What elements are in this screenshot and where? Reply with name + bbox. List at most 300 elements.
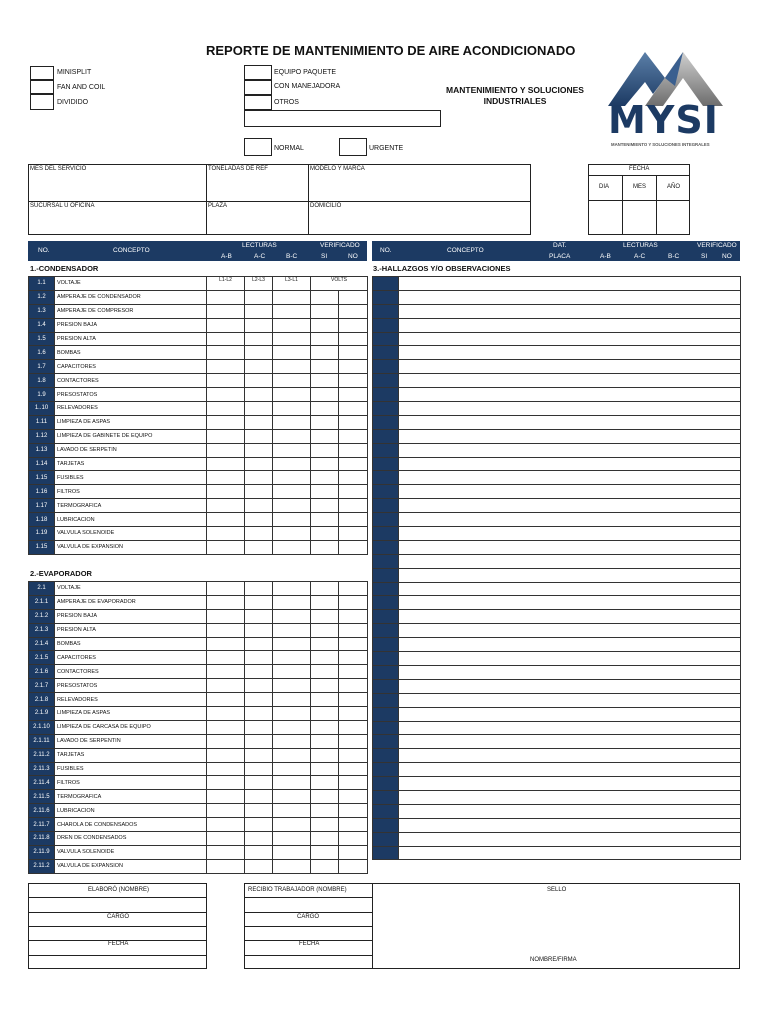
reading-ab-cell[interactable] (207, 443, 245, 457)
label-nombre-firma: NOMBRE/FIRMA (530, 957, 577, 963)
verified-si-cell[interactable] (311, 540, 339, 554)
observation-cell[interactable] (399, 485, 741, 499)
reading-ab-cell[interactable] (207, 790, 245, 804)
verified-no-cell[interactable] (339, 776, 368, 790)
row-concept: CHAROLA DE CONDENSADOS (55, 818, 207, 832)
reading-ac-cell[interactable] (245, 457, 273, 471)
reading-bc-cell[interactable] (273, 609, 311, 623)
verified-si-cell[interactable] (311, 499, 339, 513)
verified-si-cell[interactable] (311, 318, 339, 332)
verified-no-cell[interactable] (339, 720, 368, 734)
reading-ac-cell[interactable] (245, 527, 273, 541)
label-cargo-2: CARGO (297, 914, 320, 920)
reading-bc-cell[interactable] (273, 332, 311, 346)
reading-bc-cell[interactable] (273, 457, 311, 471)
verified-no-cell[interactable] (339, 859, 368, 873)
section-hallazgos-title: 3.-HALLAZGOS Y/O OBSERVACIONES (373, 264, 511, 273)
verified-no-cell[interactable] (339, 651, 368, 665)
observation-cell[interactable] (399, 513, 741, 527)
observation-cell[interactable] (399, 818, 741, 832)
reading-bc-cell[interactable] (273, 402, 311, 416)
table-row (373, 804, 741, 818)
reading-ac-cell[interactable] (245, 471, 273, 485)
reading-ab-cell[interactable] (207, 818, 245, 832)
table-row (29, 457, 368, 471)
checkbox-dividido[interactable] (30, 94, 54, 110)
reading-ab-cell[interactable] (207, 318, 245, 332)
verified-no-cell[interactable] (339, 429, 368, 443)
row-number: 2.11.2 (29, 748, 55, 762)
reading-ab-cell[interactable] (207, 845, 245, 859)
verified-no-cell[interactable] (339, 748, 368, 762)
reading-ab-cell[interactable] (207, 609, 245, 623)
verified-no-cell[interactable] (339, 485, 368, 499)
reading-ac-cell[interactable] (245, 734, 273, 748)
row-number: 1.4 (29, 318, 55, 332)
reading-bc-cell[interactable] (273, 360, 311, 374)
reading-ab-cell[interactable] (207, 720, 245, 734)
reading-ab-cell[interactable] (207, 499, 245, 513)
right-header-no: NO. (380, 247, 392, 254)
verified-no-cell[interactable] (339, 595, 368, 609)
observation-cell[interactable] (399, 610, 741, 624)
checkbox-fan-and-coil[interactable] (30, 80, 54, 94)
verified-no-cell[interactable] (339, 415, 368, 429)
verified-si-cell[interactable] (311, 734, 339, 748)
observation-cell[interactable] (399, 332, 741, 346)
observation-cell[interactable] (399, 679, 741, 693)
reading-ac-cell[interactable] (245, 582, 273, 596)
row-concept: CONTACTORES (55, 374, 207, 388)
reading-ab-cell[interactable] (207, 734, 245, 748)
reading-ab-cell[interactable] (207, 859, 245, 873)
row-number: 2.1.11 (29, 734, 55, 748)
table-row (29, 304, 368, 318)
reading-ac-cell[interactable] (245, 665, 273, 679)
voltage-subcol-label: L1-L2 (207, 277, 245, 291)
checkbox-urgente[interactable] (339, 138, 367, 156)
observation-cell[interactable] (399, 499, 741, 513)
observation-number-cell (373, 804, 399, 818)
observation-cell[interactable] (399, 527, 741, 541)
reading-bc-cell[interactable] (273, 527, 311, 541)
observation-cell[interactable] (399, 693, 741, 707)
right-header-placa: PLACA (549, 253, 571, 260)
verified-no-cell[interactable] (339, 845, 368, 859)
row-number: 1.6 (29, 346, 55, 360)
reading-bc-cell[interactable] (273, 388, 311, 402)
checkbox-normal[interactable] (244, 138, 272, 156)
reading-ac-cell[interactable] (245, 845, 273, 859)
verified-si-cell[interactable] (311, 804, 339, 818)
observation-cell[interactable] (399, 624, 741, 638)
reading-bc-cell[interactable] (273, 443, 311, 457)
reading-ac-cell[interactable] (245, 859, 273, 873)
verified-no-cell[interactable] (339, 832, 368, 846)
table-row (373, 790, 741, 804)
reading-bc-cell[interactable] (273, 346, 311, 360)
observation-number-cell (373, 332, 399, 346)
reading-ac-cell[interactable] (245, 388, 273, 402)
reading-ac-cell[interactable] (245, 623, 273, 637)
verified-si-cell[interactable] (311, 485, 339, 499)
observation-cell[interactable] (399, 777, 741, 791)
reading-ac-cell[interactable] (245, 609, 273, 623)
observation-number-cell (373, 304, 399, 318)
checkbox-con-manejadora[interactable] (244, 80, 272, 95)
reading-ab-cell[interactable] (207, 332, 245, 346)
reading-ac-cell[interactable] (245, 776, 273, 790)
observation-cell[interactable] (399, 638, 741, 652)
verified-no-cell[interactable] (339, 734, 368, 748)
reading-ab-cell[interactable] (207, 804, 245, 818)
company-name (440, 85, 590, 107)
observation-cell[interactable] (399, 374, 741, 388)
observation-cell[interactable] (399, 707, 741, 721)
verified-no-cell[interactable] (339, 304, 368, 318)
table-row (29, 776, 368, 790)
table-row (29, 374, 368, 388)
verified-si-cell[interactable] (311, 527, 339, 541)
reading-ab-cell[interactable] (207, 346, 245, 360)
observation-cell[interactable] (399, 832, 741, 846)
reading-bc-cell[interactable] (273, 734, 311, 748)
observation-cell[interactable] (399, 596, 741, 610)
row-concept: CAPACITORES (55, 360, 207, 374)
row-concept: AMPERAJE DE CONDENSADOR (55, 290, 207, 304)
observation-cell[interactable] (399, 415, 741, 429)
table-row (29, 720, 368, 734)
reading-bc-cell[interactable] (273, 665, 311, 679)
reading-bc-cell[interactable] (273, 540, 311, 554)
table-row (373, 485, 741, 499)
verified-si-cell[interactable] (311, 679, 339, 693)
observation-cell[interactable] (399, 346, 741, 360)
verified-no-cell[interactable] (339, 388, 368, 402)
verified-si-cell[interactable] (311, 429, 339, 443)
verified-si-cell[interactable] (311, 832, 339, 846)
reading-ac-cell[interactable] (245, 415, 273, 429)
reading-ac-cell[interactable] (245, 318, 273, 332)
label-sello: SELLO (547, 887, 567, 893)
observation-cell[interactable] (399, 304, 741, 318)
reading-ac-cell[interactable] (245, 637, 273, 651)
observation-number-cell (373, 360, 399, 374)
reading-ac-cell[interactable] (245, 707, 273, 721)
verified-no-cell[interactable] (339, 818, 368, 832)
verified-si-cell[interactable] (311, 720, 339, 734)
observation-cell[interactable] (399, 290, 741, 304)
reading-ab-cell[interactable] (207, 776, 245, 790)
verified-no-cell[interactable] (339, 457, 368, 471)
reading-ab-cell[interactable] (207, 527, 245, 541)
footer-recibio-lines (244, 883, 373, 969)
reading-ac-cell[interactable] (245, 693, 273, 707)
reading-bc-cell[interactable] (273, 804, 311, 818)
reading-ab-cell[interactable] (207, 637, 245, 651)
reading-ab-cell[interactable] (207, 832, 245, 846)
reading-ac-cell[interactable] (245, 790, 273, 804)
verified-si-cell[interactable] (311, 346, 339, 360)
table-row (373, 568, 741, 582)
verified-no-cell[interactable] (339, 707, 368, 721)
verified-no-cell[interactable] (339, 318, 368, 332)
reading-bc-cell[interactable] (273, 693, 311, 707)
verified-no-cell[interactable] (339, 665, 368, 679)
reading-bc-cell[interactable] (273, 318, 311, 332)
reading-ab-cell[interactable] (207, 402, 245, 416)
verified-no-cell[interactable] (339, 443, 368, 457)
reading-ab-cell[interactable] (207, 290, 245, 304)
observation-cell[interactable] (399, 804, 741, 818)
reading-ac-cell[interactable] (245, 485, 273, 499)
reading-bc-cell[interactable] (273, 471, 311, 485)
verified-no-cell[interactable] (339, 402, 368, 416)
section-condensador-title: 1.-CONDENSADOR (30, 264, 99, 273)
table-row (29, 318, 368, 332)
reading-ab-cell[interactable] (207, 693, 245, 707)
observation-cell[interactable] (399, 554, 741, 568)
observation-cell[interactable] (399, 402, 741, 416)
reading-ac-cell[interactable] (245, 595, 273, 609)
reading-ac-cell[interactable] (245, 290, 273, 304)
reading-ac-cell[interactable] (245, 443, 273, 457)
verified-si-cell[interactable] (311, 374, 339, 388)
company-name-line2: INDUSTRIALES (483, 96, 547, 106)
reading-ac-cell[interactable] (245, 402, 273, 416)
reading-ac-cell[interactable] (245, 832, 273, 846)
verified-no-cell[interactable] (339, 332, 368, 346)
verified-si-cell[interactable] (311, 457, 339, 471)
reading-ac-cell[interactable] (245, 818, 273, 832)
table-row (29, 360, 368, 374)
reading-bc-cell[interactable] (273, 845, 311, 859)
verified-si-cell[interactable] (311, 513, 339, 527)
reading-bc-cell[interactable] (273, 790, 311, 804)
reading-bc-cell[interactable] (273, 415, 311, 429)
verified-si-cell[interactable] (311, 304, 339, 318)
reading-ab-cell[interactable] (207, 623, 245, 637)
label-fecha: FECHA (629, 166, 650, 172)
reading-ab-cell[interactable] (207, 388, 245, 402)
reading-ab-cell[interactable] (207, 651, 245, 665)
reading-bc-cell[interactable] (273, 485, 311, 499)
row-concept: TERMOGRAFICA (55, 499, 207, 513)
reading-bc-cell[interactable] (273, 429, 311, 443)
reading-bc-cell[interactable] (273, 304, 311, 318)
reading-ab-cell[interactable] (207, 471, 245, 485)
reading-bc-cell[interactable] (273, 637, 311, 651)
verified-si-cell[interactable] (311, 609, 339, 623)
reading-ac-cell[interactable] (245, 748, 273, 762)
reading-bc-cell[interactable] (273, 513, 311, 527)
verified-no-cell[interactable] (339, 804, 368, 818)
label-modelo: MODELO Y MARCA (310, 166, 365, 172)
table-row (29, 693, 368, 707)
reading-bc-cell[interactable] (273, 707, 311, 721)
reading-ab-cell[interactable] (207, 665, 245, 679)
reading-bc-cell[interactable] (273, 776, 311, 790)
reading-ac-cell[interactable] (245, 304, 273, 318)
reading-ac-cell[interactable] (245, 346, 273, 360)
reading-ab-cell[interactable] (207, 360, 245, 374)
reading-bc-cell[interactable] (273, 582, 311, 596)
verified-si-cell[interactable] (311, 693, 339, 707)
verified-si-cell[interactable] (311, 707, 339, 721)
reading-ac-cell[interactable] (245, 651, 273, 665)
otros-input[interactable] (244, 110, 441, 127)
reading-ac-cell[interactable] (245, 374, 273, 388)
checkbox-equipo-paquete[interactable] (244, 65, 272, 80)
company-logo (603, 46, 728, 151)
verified-si-cell[interactable] (311, 818, 339, 832)
observation-cell[interactable] (399, 721, 741, 735)
verified-no-cell[interactable] (339, 679, 368, 693)
reading-ac-cell[interactable] (245, 513, 273, 527)
verified-no-cell[interactable] (339, 609, 368, 623)
reading-ac-cell[interactable] (245, 762, 273, 776)
verified-no-cell[interactable] (339, 471, 368, 485)
reading-ab-cell[interactable] (207, 513, 245, 527)
footer-divider (244, 955, 373, 956)
verified-si-cell[interactable] (311, 651, 339, 665)
observation-cell[interactable] (399, 582, 741, 596)
verified-no-cell[interactable] (339, 513, 368, 527)
observation-cell[interactable] (399, 318, 741, 332)
reading-ab-cell[interactable] (207, 748, 245, 762)
observation-cell[interactable] (399, 665, 741, 679)
verified-si-cell[interactable] (311, 402, 339, 416)
observation-cell[interactable] (399, 443, 741, 457)
verified-no-cell[interactable] (339, 346, 368, 360)
reading-bc-cell[interactable] (273, 499, 311, 513)
observation-cell[interactable] (399, 388, 741, 402)
reading-bc-cell[interactable] (273, 374, 311, 388)
reading-ac-cell[interactable] (245, 540, 273, 554)
reading-ab-cell[interactable] (207, 485, 245, 499)
reading-ab-cell[interactable] (207, 374, 245, 388)
verified-no-cell[interactable] (339, 499, 368, 513)
verified-no-cell[interactable] (339, 693, 368, 707)
verified-no-cell[interactable] (339, 637, 368, 651)
observation-cell[interactable] (399, 749, 741, 763)
reading-ab-cell[interactable] (207, 679, 245, 693)
verified-no-cell[interactable] (339, 762, 368, 776)
reading-ac-cell[interactable] (245, 679, 273, 693)
reading-bc-cell[interactable] (273, 762, 311, 776)
reading-ab-cell[interactable] (207, 429, 245, 443)
verified-si-cell[interactable] (311, 859, 339, 873)
reading-bc-cell[interactable] (273, 595, 311, 609)
reading-bc-cell[interactable] (273, 748, 311, 762)
reading-bc-cell[interactable] (273, 818, 311, 832)
reading-ab-cell[interactable] (207, 304, 245, 318)
observation-cell[interactable] (399, 360, 741, 374)
reading-bc-cell[interactable] (273, 623, 311, 637)
observation-cell[interactable] (399, 763, 741, 777)
observation-cell[interactable] (399, 735, 741, 749)
verified-si-cell[interactable] (311, 443, 339, 457)
reading-ab-cell[interactable] (207, 762, 245, 776)
reading-ab-cell[interactable] (207, 540, 245, 554)
reading-bc-cell[interactable] (273, 859, 311, 873)
reading-bc-cell[interactable] (273, 290, 311, 304)
verified-no-cell[interactable] (339, 290, 368, 304)
reading-ac-cell[interactable] (245, 360, 273, 374)
verified-si-cell[interactable] (311, 360, 339, 374)
reading-ac-cell[interactable] (245, 720, 273, 734)
reading-bc-cell[interactable] (273, 651, 311, 665)
verified-si-cell[interactable] (311, 790, 339, 804)
verified-si-cell[interactable] (311, 471, 339, 485)
verified-no-cell[interactable] (339, 582, 368, 596)
reading-ab-cell[interactable] (207, 595, 245, 609)
row-number: 1.7 (29, 360, 55, 374)
verified-si-cell[interactable] (311, 332, 339, 346)
verified-no-cell[interactable] (339, 790, 368, 804)
reading-ab-cell[interactable] (207, 415, 245, 429)
observation-cell[interactable] (399, 652, 741, 666)
verified-si-cell[interactable] (311, 637, 339, 651)
reading-ac-cell[interactable] (245, 804, 273, 818)
verified-si-cell[interactable] (311, 290, 339, 304)
observation-cell[interactable] (399, 568, 741, 582)
reading-bc-cell[interactable] (273, 679, 311, 693)
verified-si-cell[interactable] (311, 582, 339, 596)
observation-cell[interactable] (399, 429, 741, 443)
reading-bc-cell[interactable] (273, 832, 311, 846)
reading-ac-cell[interactable] (245, 499, 273, 513)
observation-cell[interactable] (399, 277, 741, 291)
verified-no-cell[interactable] (339, 623, 368, 637)
table-row (373, 832, 741, 846)
right-header-dat: DAT. (553, 242, 567, 249)
verified-no-cell[interactable] (339, 527, 368, 541)
verified-no-cell[interactable] (339, 360, 368, 374)
verified-si-cell[interactable] (311, 595, 339, 609)
observation-cell[interactable] (399, 846, 741, 860)
verified-si-cell[interactable] (311, 623, 339, 637)
verified-no-cell[interactable] (339, 540, 368, 554)
verified-si-cell[interactable] (311, 748, 339, 762)
reading-ac-cell[interactable] (245, 332, 273, 346)
observation-number-cell (373, 527, 399, 541)
right-header-bc: B-C (668, 253, 680, 260)
reading-ac-cell[interactable] (245, 429, 273, 443)
observation-cell[interactable] (399, 540, 741, 554)
reading-ab-cell[interactable] (207, 457, 245, 471)
checkbox-otros[interactable] (244, 95, 272, 110)
observation-cell[interactable] (399, 790, 741, 804)
reading-bc-cell[interactable] (273, 720, 311, 734)
row-number: 2.1.8 (29, 693, 55, 707)
verified-si-cell[interactable] (311, 388, 339, 402)
footer-divider (28, 926, 207, 927)
verified-si-cell[interactable] (311, 415, 339, 429)
reading-ab-cell[interactable] (207, 707, 245, 721)
verified-si-cell[interactable] (311, 665, 339, 679)
verified-si-cell[interactable] (311, 762, 339, 776)
observation-cell[interactable] (399, 471, 741, 485)
observation-number-cell (373, 290, 399, 304)
verified-si-cell[interactable] (311, 776, 339, 790)
reading-ab-cell[interactable] (207, 582, 245, 596)
verified-no-cell[interactable] (339, 374, 368, 388)
hallazgos-table (372, 276, 741, 860)
checkbox-minisplit[interactable] (30, 66, 54, 80)
observation-cell[interactable] (399, 457, 741, 471)
verified-si-cell[interactable] (311, 845, 339, 859)
